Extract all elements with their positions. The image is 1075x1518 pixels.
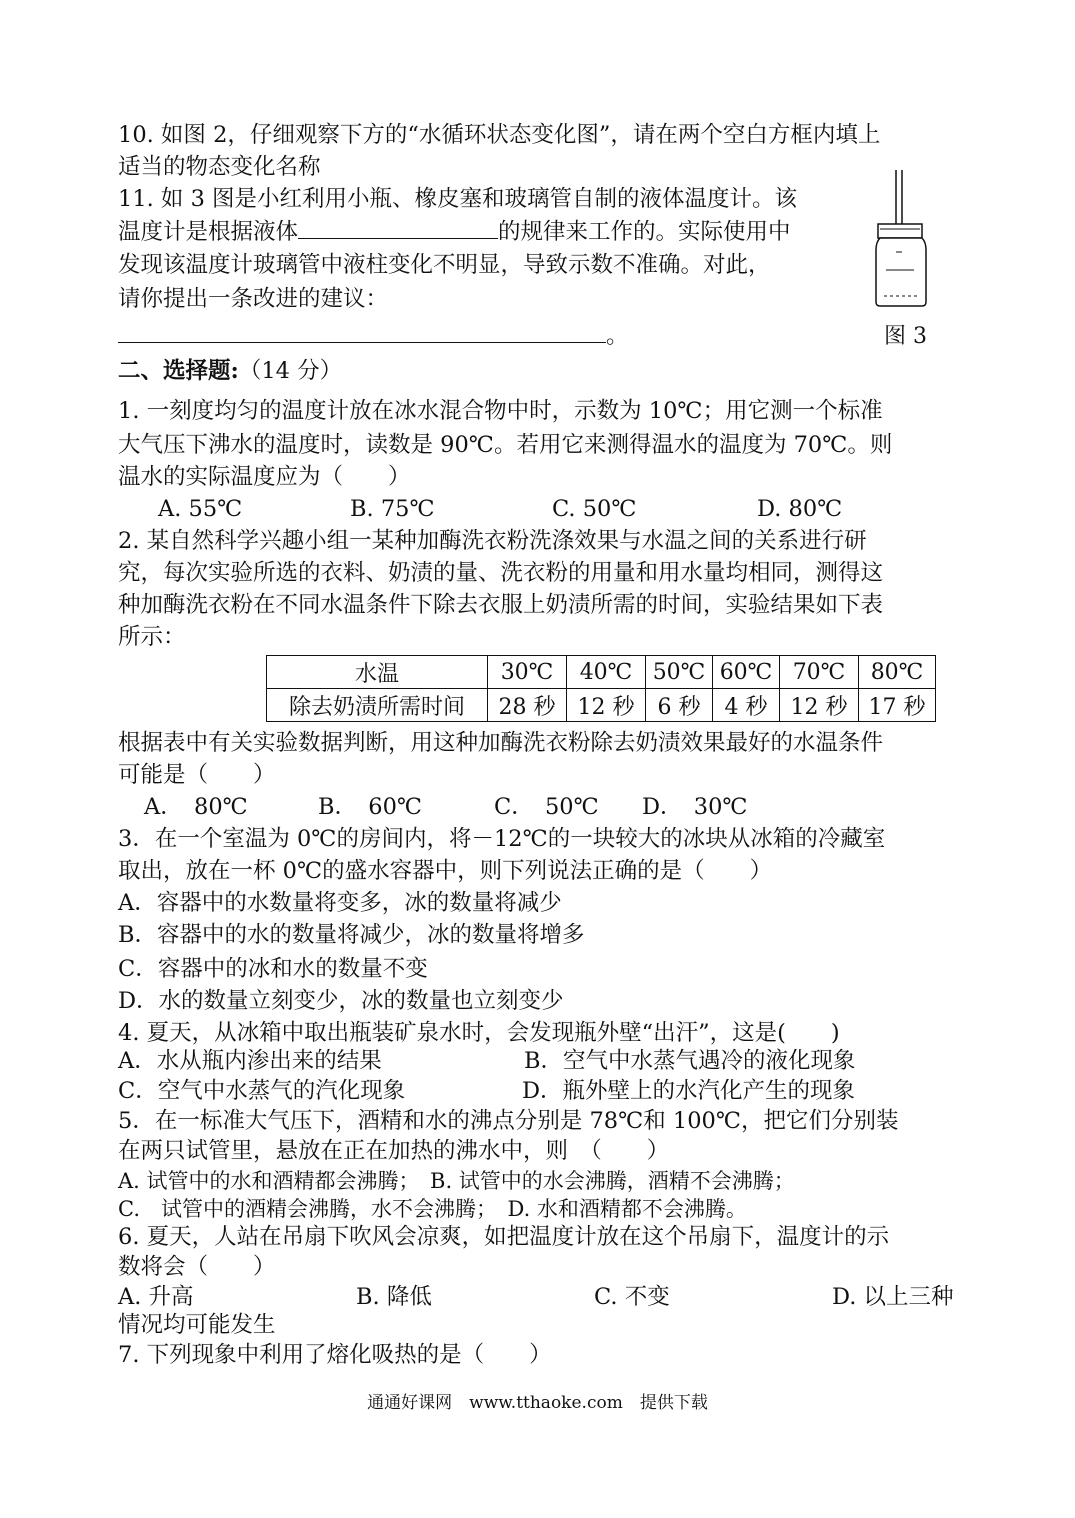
q5-line-3: A. 试管中的水和酒精都会沸腾； B. 试管中的水会沸腾，酒精不会沸腾；: [118, 1169, 795, 1193]
q1-option-d: D. 80℃: [757, 496, 843, 522]
q3-option-b: B．容器中的水的数量将减少，冰的数量将增多: [118, 922, 585, 948]
q3-line-1: 3．在一个室温为 0℃的房间内，将－12℃的一块较大的冰块从冰箱的冷藏室: [118, 826, 886, 852]
q3-line-2: 取出，放在一杯 0℃的盛水容器中，则下列说法正确的是（ ）: [118, 858, 773, 884]
q5-line-1: 5．在一标准大气压下，酒精和水的沸点分别是 78℃和 100℃，把它们分别装: [118, 1108, 899, 1134]
table-cell: 水温: [267, 656, 488, 689]
table-cell: 60℃: [713, 656, 780, 689]
q4-line-1: 4. 夏天，从冰箱中取出瓶装矿泉水时，会发现瓶外壁“出汗”，这是( ): [118, 1020, 840, 1046]
q11-line-2-text-a: 温度计是根据液体: [118, 219, 299, 245]
q11-answer-blank-1[interactable]: [298, 216, 498, 239]
q3-option-d: D．水的数量立刻变少，冰的数量也立刻变少: [118, 988, 564, 1014]
section-2-heading: 二、选择题:: [118, 358, 239, 384]
q1-line-3: 温水的实际温度应为（ ）: [118, 464, 411, 490]
table-cell: 70℃: [780, 656, 859, 689]
q5-line-4: C. 试管中的酒精会沸腾，水不会沸腾； D. 水和酒精都不会沸腾。: [118, 1197, 747, 1221]
table-cell: 12 秒: [780, 689, 859, 722]
q2-line-2: 究，每次实验所选的衣料、奶渍的量、洗衣粉的用量和用水量均相同，测得这: [118, 560, 884, 586]
q1-line-2: 大气压下沸水的温度时，读数是 90℃。若用它来测得温水的温度为 70℃。则: [118, 432, 893, 458]
q7-line-1: 7. 下列现象中利用了熔化吸热的是（ ）: [118, 1342, 552, 1368]
section-2-points: （14 分）: [238, 358, 343, 384]
q1-option-a: A. 55℃: [158, 496, 243, 522]
q11-line-2: [118, 216, 791, 247]
q6-option-c: C. 不变: [594, 1284, 670, 1310]
table-cell: 50℃: [646, 656, 713, 689]
q4-option-c: C．空气中水蒸气的汽化现象: [118, 1078, 406, 1104]
table-cell: 4 秒: [713, 689, 780, 722]
thermometer-figure: [866, 170, 936, 310]
q2-option-d: D． 30℃: [642, 794, 748, 820]
table-cell: 80℃: [859, 656, 936, 689]
q10-line-1: 10. 如图 2，仔细观察下方的“水循环状态变化图”，请在两个空白方框内填上: [118, 122, 881, 148]
q6-option-a: A. 升高: [118, 1284, 194, 1310]
table-cell: 17 秒: [859, 689, 936, 722]
page-footer: 通通好课网 www.tthaoke.com 提供下载: [367, 1393, 708, 1413]
table-cell: 28 秒: [488, 689, 567, 722]
table-cell: 30℃: [488, 656, 567, 689]
q4-option-d: D．瓶外壁上的水汽化产生的现象: [522, 1078, 856, 1104]
section-2-title: [118, 356, 342, 386]
table-cell: 6 秒: [646, 689, 713, 722]
q6-option-d: D. 以上三种: [832, 1284, 954, 1310]
q2-line-3: 种加酶洗衣粉在不同水温条件下除去衣服上奶渍所需的时间，实验结果如下表: [118, 592, 884, 618]
q1-option-b: B. 75℃: [350, 496, 435, 522]
q6-option-b: B. 降低: [356, 1284, 432, 1310]
q6-line-4: 情况均可能发生: [118, 1312, 276, 1338]
q2-option-a: A． 80℃: [144, 794, 248, 820]
q10-line-2: 适当的物态变化名称: [118, 154, 321, 180]
q2-line-4: 所示：: [118, 624, 186, 650]
q2-option-b: B． 60℃: [318, 794, 423, 820]
q11-line-4: 请你提出一条改进的建议：: [118, 286, 389, 312]
q3-option-a: A．容器中的水数量将变多，冰的数量将减少: [118, 890, 562, 916]
q2-line-6: 可能是（ ）: [118, 762, 276, 788]
q5-line-2: 在两只试管里，悬放在正在加热的沸水中，则 （ ）: [118, 1138, 670, 1164]
table-row-temperature: [267, 656, 936, 689]
q3-option-c: C．容器中的冰和水的数量不变: [118, 956, 428, 982]
q4-option-a: A．水从瓶内渗出来的结果: [118, 1048, 382, 1074]
q11-line-5: [118, 320, 629, 351]
q2-option-c: C． 50℃: [494, 794, 599, 820]
q11-line-1: 11. 如 3 图是小红利用小瓶、橡皮塞和玻璃管自制的液体温度计。该: [118, 186, 798, 212]
table-cell: 40℃: [567, 656, 646, 689]
q11-line-2-text-b: 的规律来工作的。实际使用中: [498, 219, 791, 245]
wash-temperature-table: [266, 655, 936, 722]
q1-line-1: 1. 一刻度均匀的温度计放在冰水混合物中时，示数为 10℃；用它测一个标准: [118, 398, 883, 424]
q2-line-5: 根据表中有关实验数据判断，用这种加酶洗衣粉除去奶渍效果最好的水温条件: [118, 730, 884, 756]
q11-line-3: 发现该温度计玻璃管中液柱变化不明显，导致示数不准确。对此，: [118, 252, 771, 278]
figure-3-label: 图 3: [884, 324, 927, 349]
table-cell: 12 秒: [567, 689, 646, 722]
q11-line-5-end: 。: [606, 323, 629, 349]
q6-line-1: 6. 夏天，人站在吊扇下吹风会凉爽，如把温度计放在这个吊扇下，温度计的示: [118, 1224, 890, 1250]
table-cell: 除去奶渍所需时间: [267, 689, 488, 722]
q11-answer-blank-2[interactable]: [118, 320, 606, 343]
table-row-time: [267, 689, 936, 722]
q1-option-c: C. 50℃: [552, 496, 637, 522]
q6-line-2: 数将会（ ）: [118, 1254, 276, 1280]
q4-option-b: B．空气中水蒸气遇冷的液化现象: [524, 1048, 856, 1074]
q2-line-1: 2. 某自然科学兴趣小组一某种加酶洗衣粉洗涤效果与水温之间的关系进行研: [118, 528, 867, 554]
